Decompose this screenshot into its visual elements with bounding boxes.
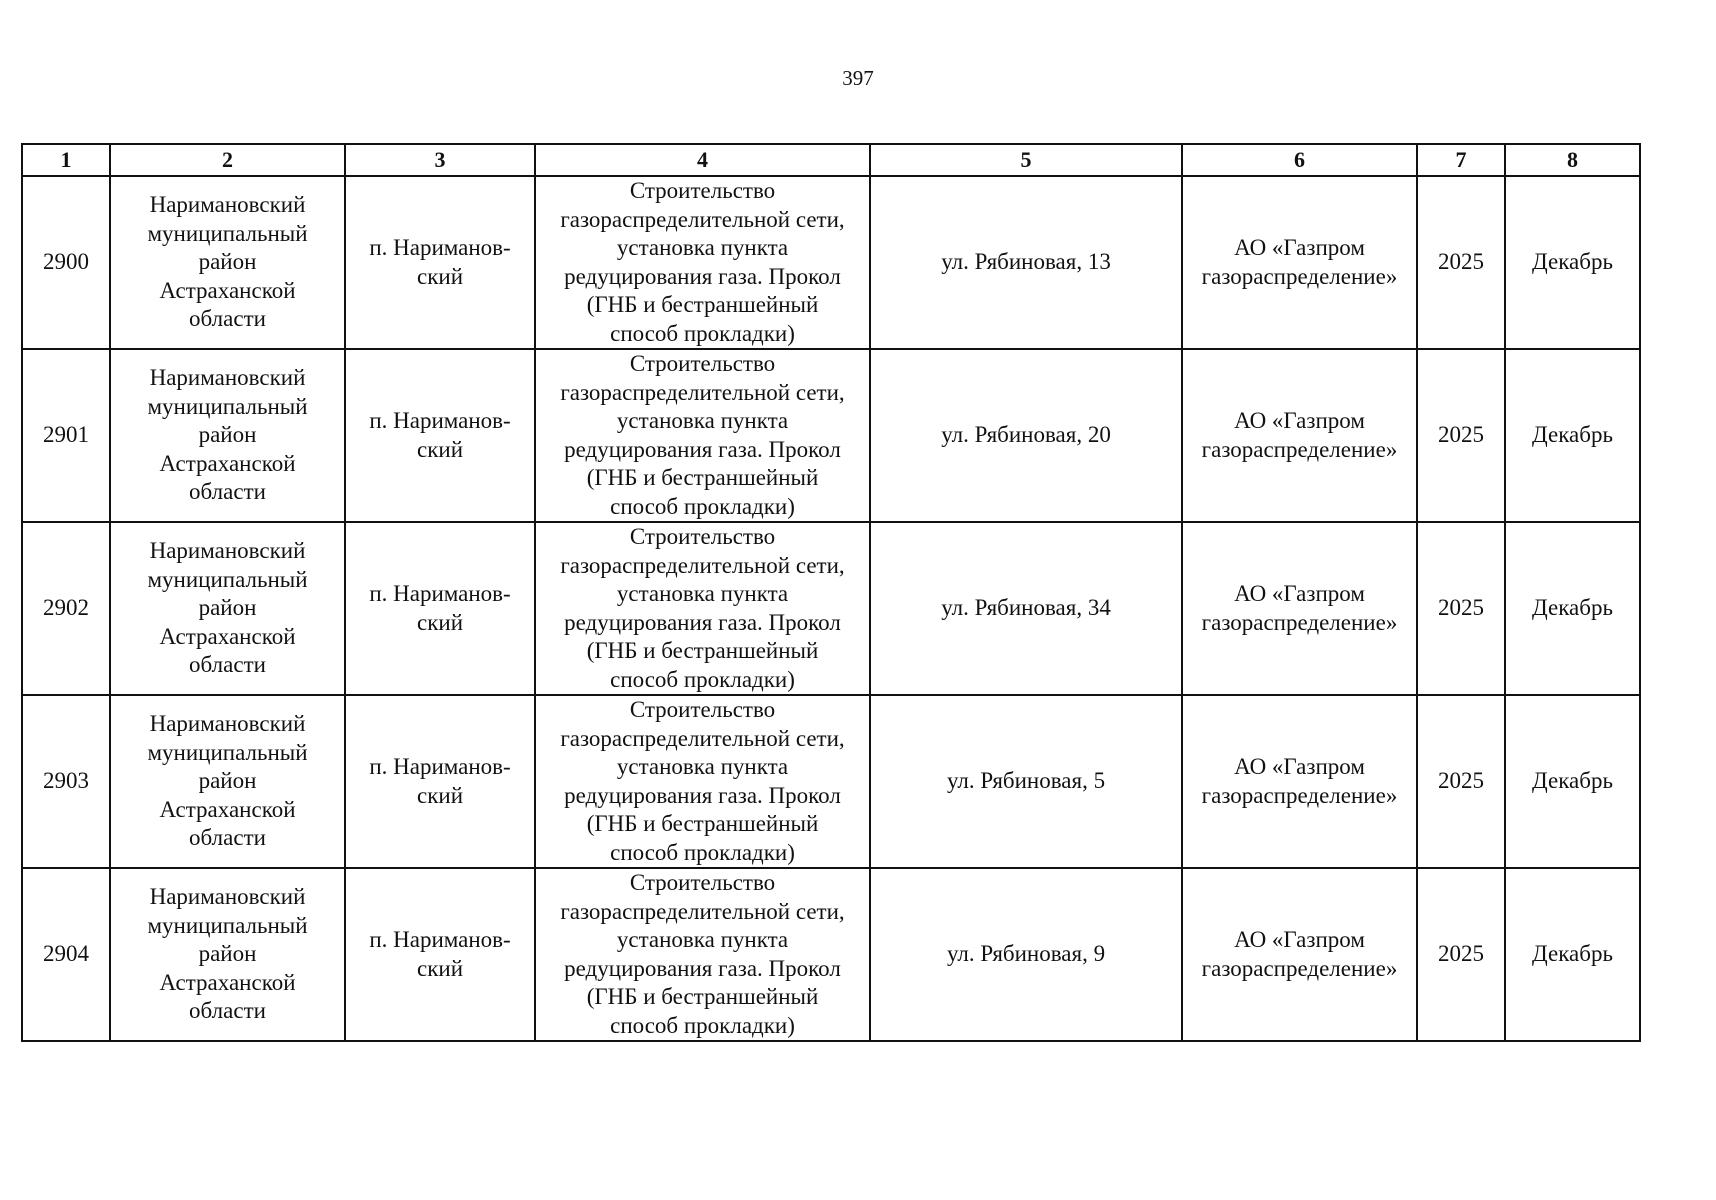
column-header: 3	[345, 144, 535, 176]
month-cell: Декабрь	[1505, 695, 1640, 868]
text-line: области	[189, 998, 266, 1024]
column-header: 7	[1417, 144, 1505, 176]
work-description-cell	[535, 695, 870, 868]
column-header: 4	[535, 144, 870, 176]
text-line: муниципальный	[147, 393, 308, 419]
settlement-cell	[345, 868, 535, 1041]
text-line: п. Нариманов-	[369, 927, 511, 952]
address-cell: ул. Рябиновая, 9	[870, 868, 1182, 1041]
text-line: Астраханской	[159, 450, 296, 476]
text-line: установка пункта	[616, 754, 789, 779]
text-line: редуцирования газа. Прокол	[564, 263, 841, 289]
text-line: п. Нариманов-	[369, 408, 511, 433]
page-number: 397	[842, 66, 874, 90]
text-line: ский	[417, 782, 463, 808]
text-line: Строительство	[629, 870, 776, 895]
text-line: редуцирования газа. Прокол	[564, 609, 841, 635]
text-line: установка пункта	[616, 408, 789, 433]
text-line: установка пункта	[616, 927, 789, 952]
text-line: ский	[417, 263, 463, 289]
text-line: ский	[417, 436, 463, 462]
year-cell: 2025	[1417, 349, 1505, 522]
text-line: район	[198, 249, 257, 275]
text-line: установка пункта	[616, 235, 789, 260]
district-cell	[110, 349, 345, 522]
text-line: газораспределительной сети,	[560, 725, 845, 751]
text-line: район	[198, 422, 257, 448]
text-line: ский	[417, 955, 463, 981]
text-line: муниципальный	[147, 220, 308, 246]
text-line: Наримановский	[149, 538, 306, 564]
text-line: район	[198, 941, 257, 967]
text-line: газораспределительной сети,	[560, 206, 845, 232]
text-line: п. Нариманов-	[369, 235, 511, 260]
text-line: Астраханской	[159, 796, 296, 822]
text-line: газораспределение»	[1201, 436, 1398, 462]
text-line: п. Нариманов-	[369, 754, 511, 779]
table-row	[22, 868, 1640, 1041]
schedule-table	[21, 143, 1641, 1042]
year-cell: 2025	[1417, 522, 1505, 695]
text-line: установка пункта	[616, 581, 789, 606]
settlement-cell	[345, 695, 535, 868]
work-description-cell	[535, 176, 870, 349]
organization-cell	[1182, 349, 1417, 522]
address-cell: ул. Рябиновая, 34	[870, 522, 1182, 695]
text-line: муниципальный	[147, 912, 308, 938]
column-header: 6	[1182, 144, 1417, 176]
address-cell: ул. Рябиновая, 20	[870, 349, 1182, 522]
table-row	[22, 695, 1640, 868]
text-line: ский	[417, 609, 463, 635]
work-description-cell	[535, 868, 870, 1041]
text-line: способ прокладки)	[610, 493, 795, 519]
text-line: Астраханской	[159, 623, 296, 649]
text-line: муниципальный	[147, 739, 308, 765]
text-line: АО «Газпром	[1234, 581, 1365, 606]
text-line: Строительство	[629, 178, 776, 203]
text-line: АО «Газпром	[1234, 408, 1365, 433]
column-header: 1	[22, 144, 110, 176]
month-cell: Декабрь	[1505, 176, 1640, 349]
year-cell: 2025	[1417, 695, 1505, 868]
text-line: (ГНБ и бестраншейный	[586, 465, 819, 490]
text-line: (ГНБ и бестраншейный	[586, 638, 819, 663]
text-line: район	[198, 595, 257, 621]
text-line: редуцирования газа. Прокол	[564, 782, 841, 808]
month-cell: Декабрь	[1505, 522, 1640, 695]
settlement-cell	[345, 176, 535, 349]
year-cell: 2025	[1417, 868, 1505, 1041]
text-line: газораспределение»	[1201, 609, 1398, 635]
district-cell	[110, 868, 345, 1041]
settlement-cell	[345, 522, 535, 695]
row-number-cell: 2902	[22, 522, 110, 695]
organization-cell	[1182, 522, 1417, 695]
header-row	[22, 144, 1640, 176]
text-line: газораспределительной сети,	[560, 552, 845, 578]
text-line: Наримановский	[149, 884, 306, 910]
text-line: газораспределение»	[1201, 782, 1398, 808]
month-cell: Декабрь	[1505, 349, 1640, 522]
text-line: способ прокладки)	[610, 1012, 795, 1038]
column-header: 2	[110, 144, 345, 176]
text-line: Строительство	[629, 351, 776, 376]
address-cell: ул. Рябиновая, 5	[870, 695, 1182, 868]
address-cell: ул. Рябиновая, 13	[870, 176, 1182, 349]
text-line: Наримановский	[149, 365, 306, 391]
text-line: АО «Газпром	[1234, 927, 1365, 952]
settlement-cell	[345, 349, 535, 522]
text-line: Астраханской	[159, 277, 296, 303]
table-row	[22, 349, 1640, 522]
text-line: области	[189, 306, 266, 332]
text-line: муниципальный	[147, 566, 308, 592]
text-line: Строительство	[629, 697, 776, 722]
month-cell: Декабрь	[1505, 868, 1640, 1041]
text-line: Наримановский	[149, 192, 306, 218]
text-line: области	[189, 479, 266, 505]
text-line: (ГНБ и бестраншейный	[586, 811, 819, 836]
text-line: газораспределение»	[1201, 263, 1398, 289]
district-cell	[110, 176, 345, 349]
table-row	[22, 176, 1640, 349]
organization-cell	[1182, 695, 1417, 868]
text-line: п. Нариманов-	[369, 581, 511, 606]
text-line: редуцирования газа. Прокол	[564, 436, 841, 462]
text-line: газораспределение»	[1201, 955, 1398, 981]
row-number-cell: 2904	[22, 868, 110, 1041]
text-line: Строительство	[629, 524, 776, 549]
work-description-cell	[535, 522, 870, 695]
row-number-cell: 2903	[22, 695, 110, 868]
column-header: 8	[1505, 144, 1640, 176]
text-line: АО «Газпром	[1234, 235, 1365, 260]
row-number-cell: 2900	[22, 176, 110, 349]
table-row	[22, 522, 1640, 695]
text-line: области	[189, 825, 266, 851]
text-line: редуцирования газа. Прокол	[564, 955, 841, 981]
text-line: газораспределительной сети,	[560, 379, 845, 405]
text-line: Наримановский	[149, 711, 306, 737]
column-header: 5	[870, 144, 1182, 176]
organization-cell	[1182, 868, 1417, 1041]
district-cell	[110, 522, 345, 695]
text-line: (ГНБ и бестраншейный	[586, 984, 819, 1009]
text-line: способ прокладки)	[610, 320, 795, 346]
text-line: Астраханской	[159, 969, 296, 995]
organization-cell	[1182, 176, 1417, 349]
text-line: район	[198, 768, 257, 794]
text-line: способ прокладки)	[610, 839, 795, 865]
text-line: области	[189, 652, 266, 678]
text-line: газораспределительной сети,	[560, 898, 845, 924]
district-cell	[110, 695, 345, 868]
work-description-cell	[535, 349, 870, 522]
row-number-cell: 2901	[22, 349, 110, 522]
year-cell: 2025	[1417, 176, 1505, 349]
text-line: способ прокладки)	[610, 666, 795, 692]
text-line: (ГНБ и бестраншейный	[586, 292, 819, 317]
text-line: АО «Газпром	[1234, 754, 1365, 779]
